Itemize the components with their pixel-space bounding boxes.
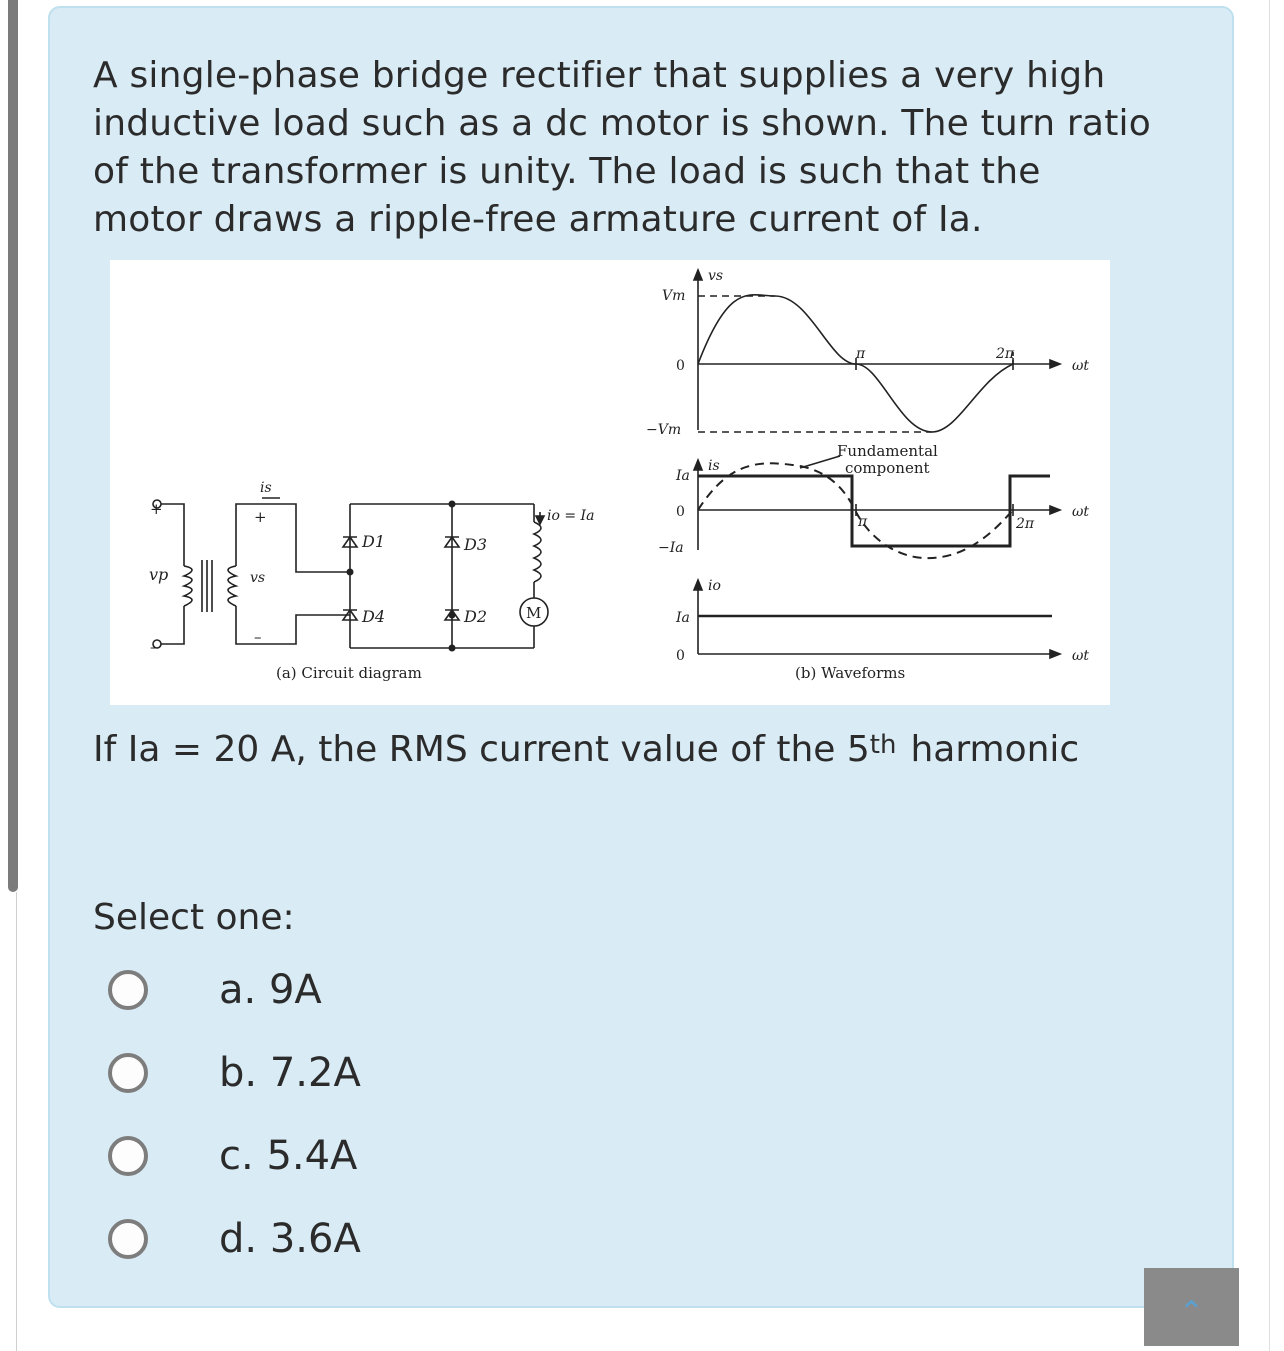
d2-label: D2 [464,607,488,626]
radio-a[interactable] [108,970,148,1010]
io-label: io = Ia [547,508,595,524]
wt-label-1: ωt [1072,358,1090,374]
option-d[interactable] [108,1214,361,1264]
option-a-label: a. 9A [219,967,322,1013]
question-text: A single-phase bridge rectifier that supplies a very high inductive load such as a dc motor is shown. The turn ratio of the transformer is unity. The load is such that the motor draws a ripple-free armature current of Ia. [93,55,1151,240]
motor-label: M [526,604,542,622]
vs-label: vs [250,570,266,586]
zero-label-3: 0 [676,648,685,664]
zero-label-1: 0 [676,358,685,374]
followup-sup: th [869,730,897,760]
ia-label-1: Ia [676,468,690,484]
neg-ia-label: −Ia [658,540,684,556]
chevron-up-icon: ⌃ [1178,1295,1205,1330]
is-label: is [260,480,272,496]
followup-question [93,726,1079,774]
fundamental-label-2: component [845,459,930,477]
io-wave-label: io [708,578,721,594]
option-b[interactable] [108,1048,361,1098]
ia-label-2: Ia [676,610,690,626]
neg-vm-label: −Vm [646,422,682,438]
d4-label: D4 [362,607,386,626]
vm-label: Vm [662,288,686,304]
option-b-label: b. 7.2A [219,1050,361,1096]
vp-plus: + [150,500,163,518]
followup-suffix: harmonic [910,729,1080,770]
question-figure [110,260,1110,705]
is-wave-label: is [708,458,720,474]
vp-minus: – [150,638,158,656]
two-pi-label-1: 2π [996,346,1015,362]
scroll-track [16,892,17,1351]
fundamental-label: Fundamental [837,442,938,460]
vs-minus: – [254,628,262,646]
pi-label-2: π [858,514,868,530]
vp-label: vp [149,565,169,584]
vs-plus: + [254,508,267,526]
scroll-top-button[interactable] [1144,1268,1239,1346]
followup-prefix: If Ia = 20 A, the RMS current value of the 5 [93,729,870,770]
radio-b[interactable] [108,1053,148,1093]
zero-label-2: 0 [676,504,685,520]
option-a[interactable] [108,965,322,1015]
two-pi-label-2: 2π [1016,516,1035,532]
option-c-label: c. 5.4A [219,1133,358,1179]
radio-c[interactable] [108,1136,148,1176]
page-edge [1269,0,1270,1351]
option-c[interactable] [108,1131,358,1181]
wt-label-2: ωt [1072,504,1090,520]
option-d-label: d. 3.6A [219,1216,361,1262]
select-one-label: Select one: [93,897,295,938]
radio-d[interactable] [108,1219,148,1259]
vs-wave-label: vs [708,268,724,284]
waveforms-caption: (b) Waveforms [795,664,906,682]
pi-label-1: π [856,346,866,362]
circuit-caption: (a) Circuit diagram [276,664,422,682]
rectifier-figure [110,260,1110,705]
scrollbar[interactable] [8,0,18,892]
wt-label-3: ωt [1072,648,1090,664]
d3-label: D3 [464,535,488,554]
d1-label: D1 [362,532,386,551]
